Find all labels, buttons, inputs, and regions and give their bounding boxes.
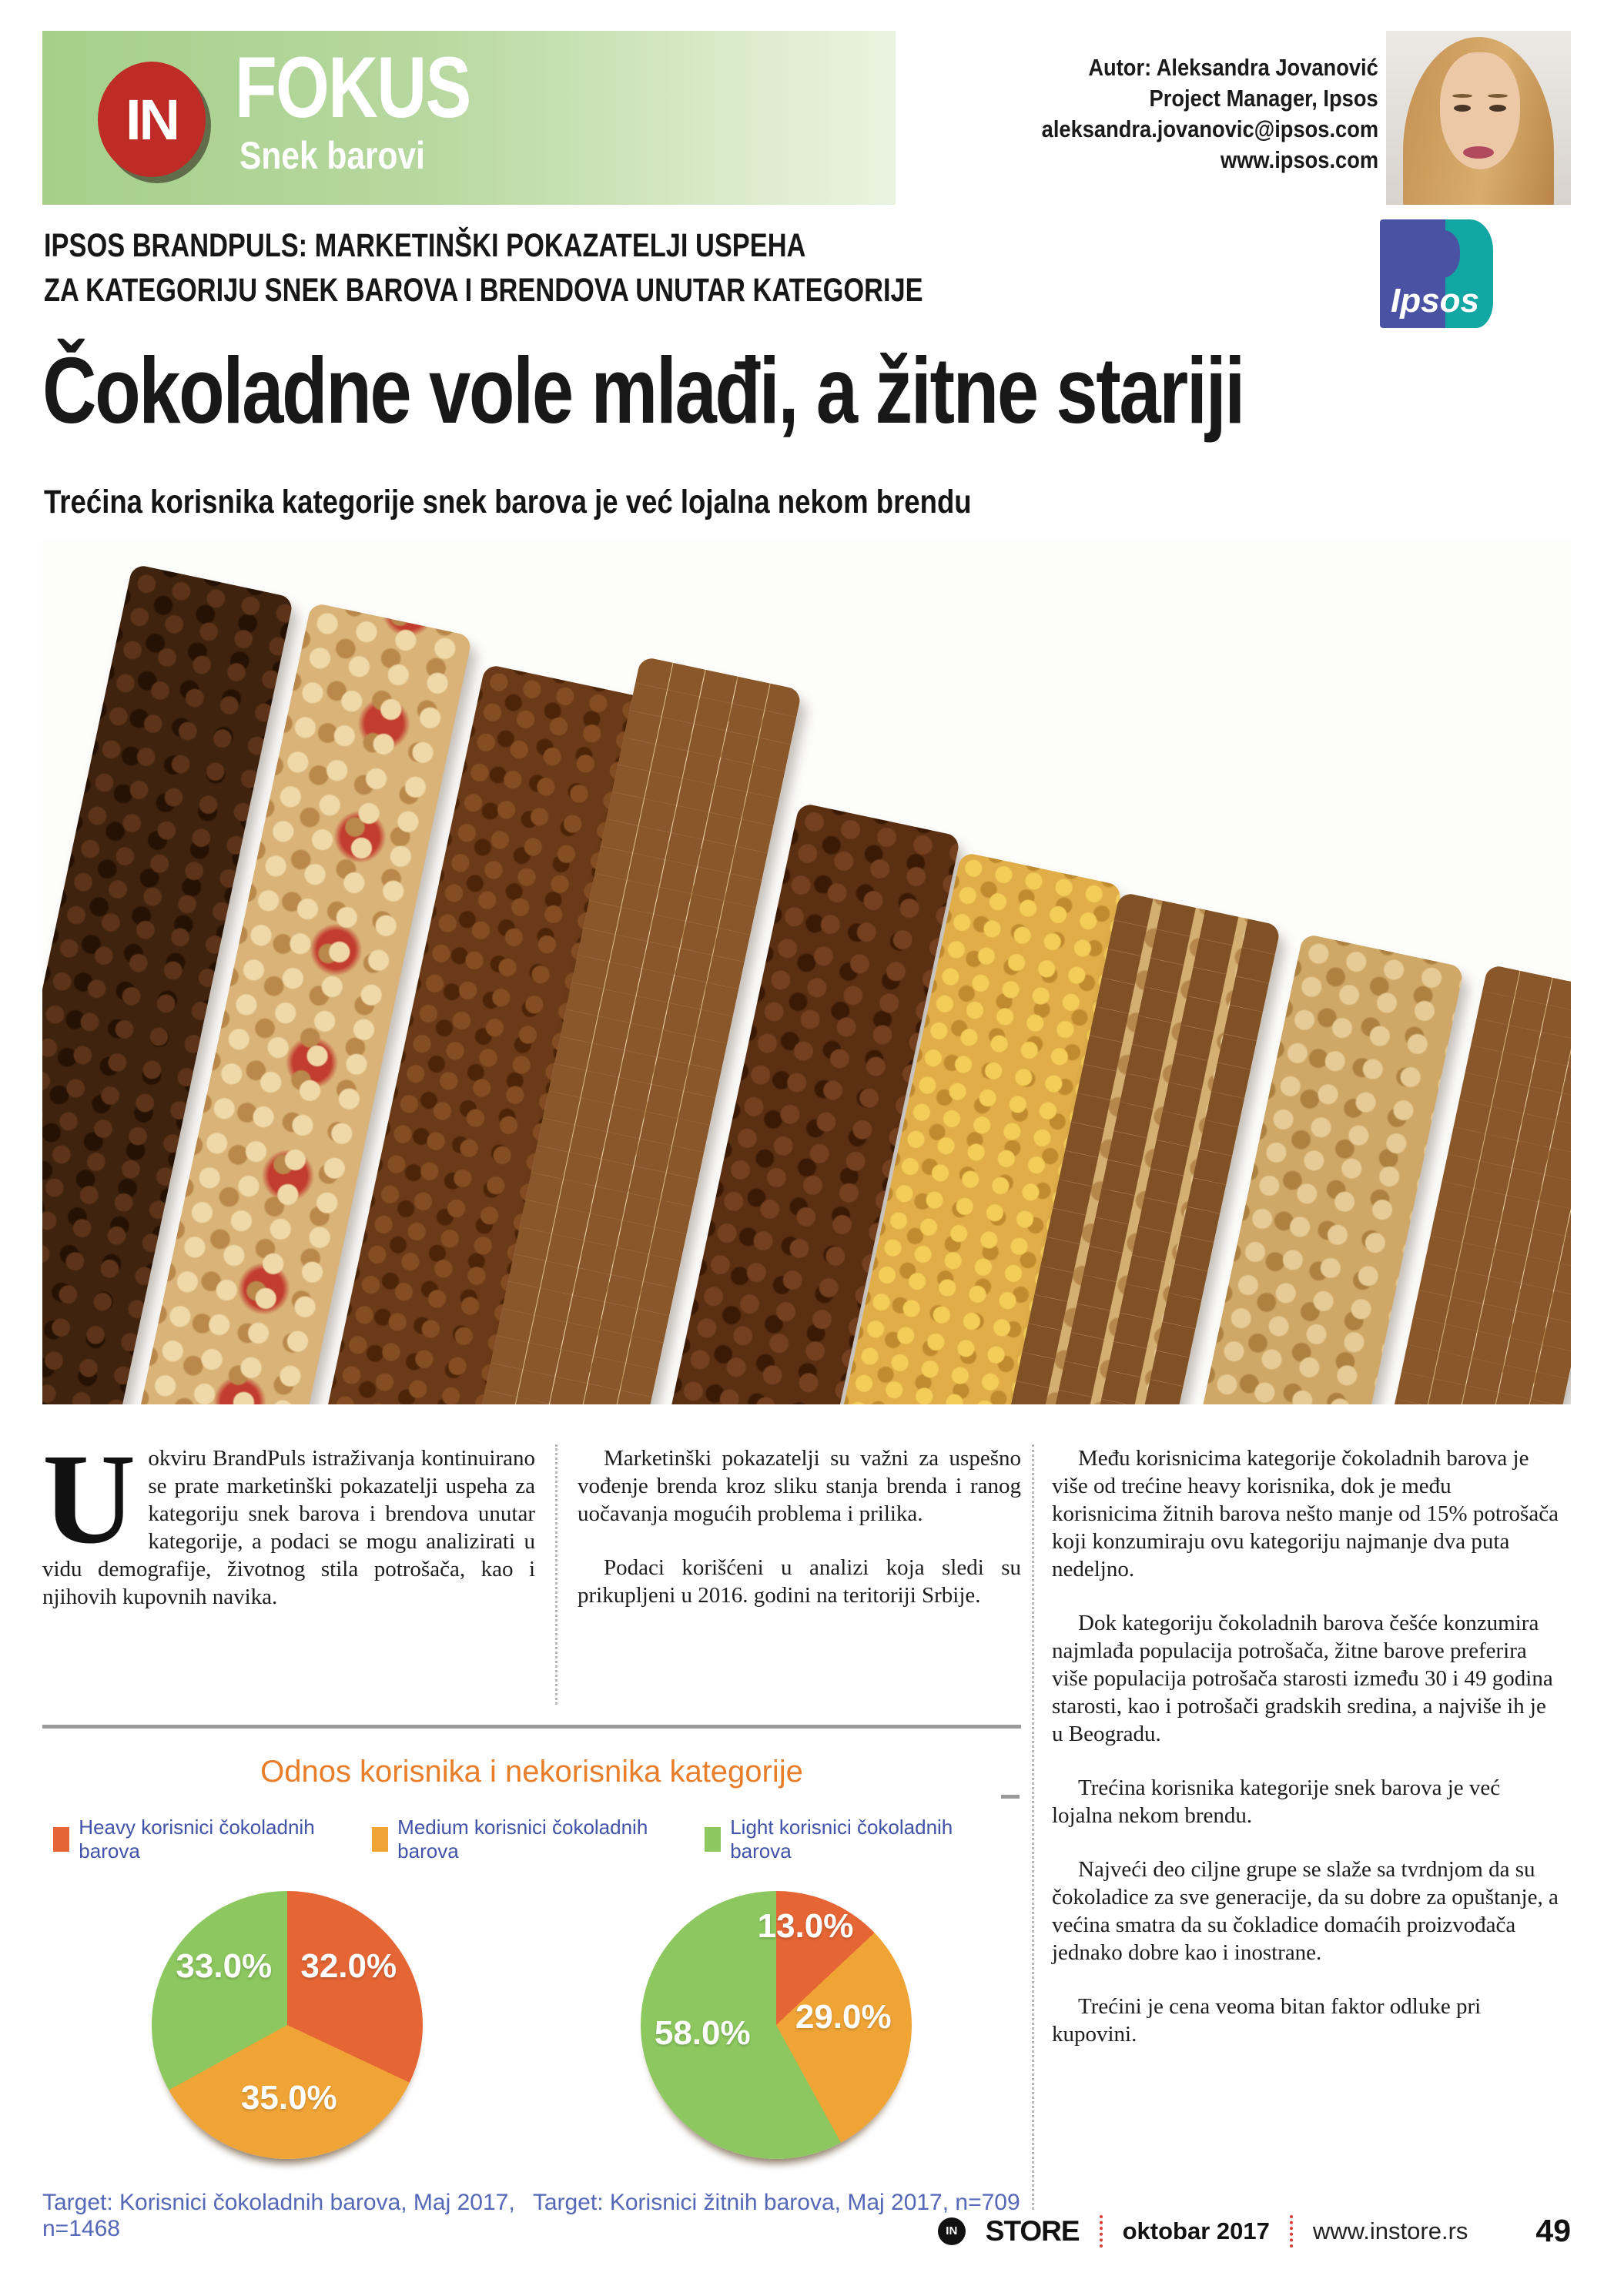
instore-logo-icon: IN	[938, 2217, 966, 2245]
body-left-region	[42, 1427, 1034, 2241]
pie-caption-chocolate: Target: Korisnici čokoladnih barova, Maj 2017, n=1468	[42, 2190, 515, 2241]
pie-wrap	[641, 1891, 912, 2159]
portrait-eye	[1489, 105, 1506, 112]
footer-separator	[1100, 2215, 1103, 2247]
portrait-brow	[1452, 94, 1472, 98]
chart-box	[42, 1725, 1021, 2241]
column-divider	[555, 1444, 558, 1705]
paragraph: Najveći deo ciljne grupe se slaže sa tvrdnjom da su čokoladice za sve generacije, da su dobre za opuštanje, a većina smatra da su čokladice domaćih proizvođača jednako dobre kao i inostrane.	[1052, 1857, 1559, 1965]
footer-issue: oktobar 2017	[1122, 2217, 1270, 2244]
author-email[interactable]: aleksandra.jovanovic@ipsos.com	[1041, 115, 1378, 142]
chart-legend	[42, 1816, 1021, 1863]
section-header-band	[42, 31, 896, 205]
author-photo	[1386, 31, 1571, 205]
legend-label: Heavy korisnici čokoladnih barova	[79, 1816, 315, 1863]
section-subtitle: Snek barovi	[239, 134, 425, 177]
in-magazine-logo	[98, 62, 206, 177]
legend-item-light	[705, 1816, 1010, 1863]
legend-dash-artifact	[1001, 1795, 1020, 1799]
pie-slice-label-light: 58.0%	[654, 2014, 751, 2053]
paragraph: Trećina korisnika kategorije snek barova je već lojalna nekom brendu.	[1052, 1776, 1501, 1828]
footer-website-link[interactable]: www.instore.rs	[1312, 2217, 1468, 2244]
page-footer	[42, 2213, 1571, 2249]
dropcap: U	[42, 1427, 136, 1571]
legend-label: Light korisnici čokoladnih barova	[730, 1816, 953, 1863]
pie-wrap	[152, 1891, 423, 2159]
paragraph: Dok kategoriju čokoladnih barova češće konzumira najmlađa populacija potrošača, žitne barove preferira više populacija potrošača starosti između 30 i 49 godina starosti, kao i potrošači gradskih sredina, a najviše ih je u Beogradu.	[1052, 1611, 1553, 1746]
legend-swatch-medium	[372, 1827, 388, 1852]
paragraph: Trećini je cena veoma bitan faktor odluke pri kupovini.	[1052, 1994, 1482, 2047]
portrait-eye	[1454, 105, 1471, 112]
snack-bars-photo	[42, 539, 1571, 1404]
footer-separator	[1290, 2215, 1293, 2247]
article-headline: Čokoladne vole mlađi, a žitne stariji	[42, 338, 1244, 443]
paragraph: Uokviru BrandPuls istraživanja kontinuirano se prate marketinški pokazatelji uspeha za kategoriju snek barova i brendova unutar kategorije, a podaci se mogu analizirati u vidu demografije, životnog stila potrošača, kao i njihovih kupovnih navika.	[42, 1427, 535, 1609]
paragraph: Marketinški pokazatelji su važni za uspešno vođenje brenda kroz sliku stanja brenda i ranog uočavanja mogućih problema i prilika.	[578, 1446, 1021, 1526]
legend-label: Medium korisnici čokoladnih barova	[397, 1816, 648, 1863]
ipsos-wordmark: Ipsos	[1391, 282, 1479, 320]
in-logo-text: IN	[126, 87, 178, 152]
kicker	[44, 223, 1143, 313]
ipsos-logo	[1380, 219, 1493, 328]
legend-item-medium	[372, 1816, 705, 1863]
portrait-lips	[1463, 146, 1494, 159]
section-title-block	[235, 39, 529, 177]
page-number: 49	[1535, 2213, 1571, 2248]
pie-slice-label-medium: 35.0%	[240, 2078, 337, 2117]
pie-caption-cereal: Target: Korisnici žitnih barova, Maj 2017, n=709	[532, 2190, 1020, 2215]
body-column-1	[42, 1427, 535, 1705]
legend-item-heavy	[53, 1816, 372, 1863]
kicker-line-2: ZA KATEGORIJU SNEK BAROVA I BRENDOVA UNUTAR KATEGORIJE	[44, 272, 923, 309]
pie-slice-label-medium: 29.0%	[795, 1998, 892, 2037]
pie-chocolate	[152, 1891, 423, 2159]
article-deck: Trećina korisnika kategorije snek barova je već lojalna nekom brendu	[44, 484, 972, 520]
body-column-2	[578, 1444, 1021, 1705]
pie-slice-label-heavy: 32.0%	[300, 1947, 397, 1986]
body-column-3	[1052, 1444, 1560, 2210]
pie-chart-chocolate-bars	[42, 1891, 532, 2242]
pie-chart-cereal-bars	[532, 1891, 1022, 2242]
text-columns	[42, 1427, 1021, 1705]
author-role: Project Manager, Ipsos	[1149, 85, 1378, 112]
chart-title: Odnos korisnika i nekorisnika kategorije	[260, 1755, 803, 1789]
legend-swatch-heavy	[53, 1827, 69, 1852]
author-block	[996, 52, 1378, 176]
paragraph: Podaci korišćeni u analizi koja sledi su prikupljeni u 2016. godini na teritoriji Srbije.	[578, 1555, 1021, 1608]
pie-charts-row	[42, 1891, 1021, 2242]
author-website[interactable]: www.ipsos.com	[1220, 146, 1378, 173]
section-title: FOKUS	[235, 39, 470, 136]
kicker-line-1: IPSOS BRANDPULS: MARKETINŠKI POKAZATELJI USPEHA	[44, 227, 806, 264]
footer-brand: STORE	[985, 2214, 1080, 2247]
pie-slice-label-light: 33.0%	[176, 1947, 273, 1986]
author-name: Autor: Aleksandra Jovanović	[1088, 54, 1378, 81]
legend-swatch-light	[705, 1827, 721, 1852]
paragraph: Među korisnicima kategorije čokoladnih barova je više od trećine heavy korisnika, dok je među korisnicima žitnih barova nešto manje od 15% potrošača koji konzumiraju ovu kategoriju najmanje dva puta nedeljno.	[1052, 1446, 1559, 1581]
ipsos-face-silhouette-icon	[1423, 230, 1460, 278]
pie-slice-label-heavy: 13.0%	[757, 1906, 854, 1945]
portrait-brow	[1488, 94, 1508, 98]
